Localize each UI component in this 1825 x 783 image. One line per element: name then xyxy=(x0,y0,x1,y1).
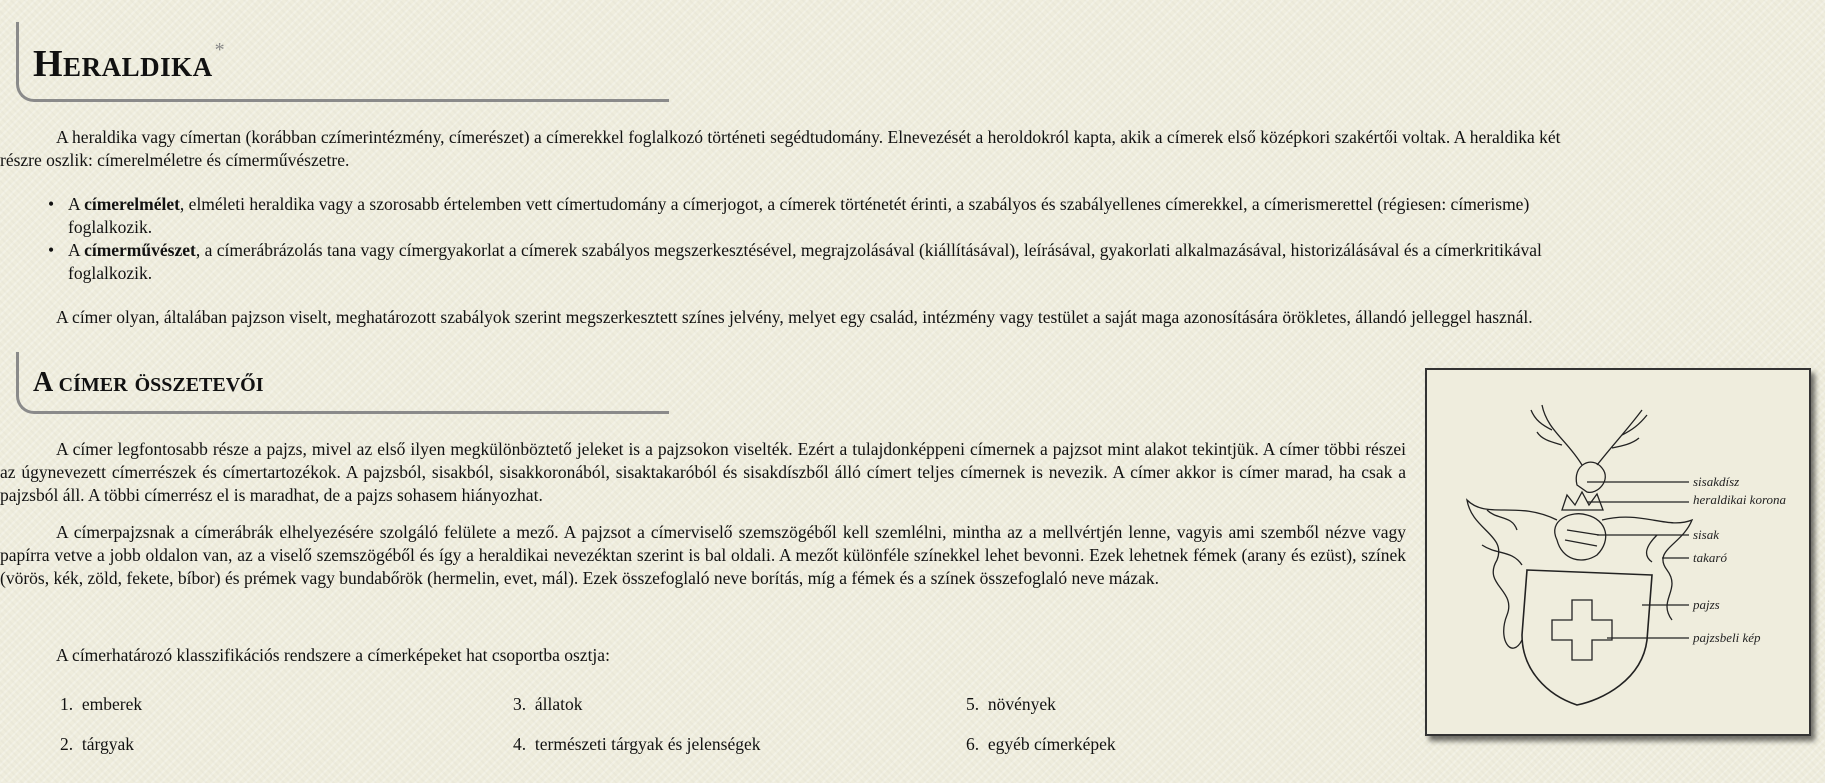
bullet-text-cont: foglalkozik. xyxy=(68,217,153,237)
page-title-text: Heraldika xyxy=(33,43,213,85)
definition-paragraph: A címer olyan, általában pajzson viselt, meghatározott szabályok szerint megszerkesztett színes jelvény, melyet egy család, intézmény vagy testület a saját maga azonosítására örökletes, állandó jelleggel használ. xyxy=(56,307,1533,327)
label-korona: heraldikai korona xyxy=(1693,492,1787,507)
label-sisak: sisak xyxy=(1693,527,1719,542)
term-cimermuveszet: címerművészet xyxy=(84,240,196,260)
footnote-marker[interactable]: * xyxy=(214,39,226,62)
label-pajzs: pajzs xyxy=(1693,597,1720,612)
list-item xyxy=(48,239,1768,285)
label-pajzsbeli-kep: pajzsbeli kép xyxy=(1693,630,1761,645)
list-item: 1. emberek xyxy=(60,694,143,714)
bullet-text: , a címerábrázolás tana vagy címergyakorlat a címerek szabályos megszerkesztésével, megrajzolásával (kiállításával), leírásával, gyakorlati alkalmazásával, historizálásával és a címerkritikával xyxy=(195,240,1542,260)
coat-of-arms-diagram xyxy=(1427,370,1809,734)
bullet-prefix: A xyxy=(68,194,85,214)
bullet-icon: • xyxy=(48,194,55,214)
paragraph-classification: A címerhatározó klasszifikációs rendszere a címerképeket hat csoportba osztja: xyxy=(56,645,610,665)
antler-right xyxy=(1597,410,1647,465)
paragraph-pajzs: A címer legfontosabb része a pajzs, mivel az első ilyen megkülönböztető jeleket is a pajzsokon viselték. Ezért a tulajdonképpeni címernek a pajzsot mint alakot tekintjük. A címer többi részei az úgynevezett címerrészek és címertartozékok. A pajzsból, sisakból, sisakkoronából, sisaktakaróból és sisakdíszből álló címert teljes címernek is nevezik. A címer akkor is címer marad, ha csak a pajzsból áll. A többi címerrész el is maradhat, de a pajzs sohasem hiányozhat. xyxy=(0,439,1406,505)
definition-list xyxy=(48,193,1768,285)
antler-left xyxy=(1531,405,1582,465)
crown-outline xyxy=(1562,492,1603,510)
list-item xyxy=(48,193,1768,239)
list-item: 6. egyéb címerképek xyxy=(966,734,1116,754)
bullet-text: , elméleti heraldika vagy a szorosabb értelemben vett címertudomány a címerjogot, a címerek történetét érinti, a szabályos és szabályellenes címerekkel, a címerismerettel (régiesen: címerisme) xyxy=(179,194,1530,214)
label-takaro: takaró xyxy=(1693,550,1727,565)
section-title-frame xyxy=(16,352,669,414)
list-item: 4. természeti tárgyak és jelenségek xyxy=(513,734,761,754)
section-body xyxy=(0,438,1406,604)
intro-line-1: A heraldika vagy címertan (korábban czímerintézmény, címerészet) a címerekkel foglalkozó történeti segédtudomány. Elnevezését a heroldokról kapta, akik a címerek első középkori szakértői voltak. A heraldika két xyxy=(56,127,1561,147)
bullet-prefix: A xyxy=(68,240,85,260)
bullet-text-cont: foglalkozik. xyxy=(68,263,153,283)
title-frame xyxy=(16,22,669,102)
label-sisakdisz: sisakdísz xyxy=(1693,474,1740,489)
list-item: 3. állatok xyxy=(513,694,583,714)
list-item: 5. növények xyxy=(966,694,1056,714)
section-title: A címer összetevői xyxy=(33,367,264,398)
intro-line-2: részre oszlik: címerelméletre és címerművészetre. xyxy=(0,150,350,170)
term-cimerelmelet: címerelmélet xyxy=(84,194,180,214)
list-item: 2. tárgyak xyxy=(60,734,135,754)
crest-head xyxy=(1576,462,1605,492)
helmet-outline xyxy=(1555,514,1606,560)
paragraph-mezo: A címerpajzsnak a címerábrák elhelyezésére szolgáló felülete a mező. A pajzsot a címerviselő szemszögéből kell szemlélni, mintha az a mellvértjén lenne, vagyis ami szemből nézve vagy papírra vetve a jobb oldalon van, az a viselő szemszögéből és így a heraldikai nevezéktan szerint is bal oldali. A mezőt különféle színekkel lehet bevonni. Ezek lehetnek fémek (arany és ezüst), színek (vörös, kék, zöld, fekete, bíbor) és prémek vagy bundabőrök (hermelin, evet, mál). Ezek összefoglaló neve borítás, míg a fémek és a színek összefoglaló neve mázak. xyxy=(0,522,1406,588)
bullet-icon: • xyxy=(48,240,55,260)
intro-paragraph xyxy=(0,126,1825,172)
page-title xyxy=(33,39,226,86)
coat-of-arms-figure[interactable] xyxy=(1425,368,1811,736)
cross-charge xyxy=(1552,600,1612,660)
